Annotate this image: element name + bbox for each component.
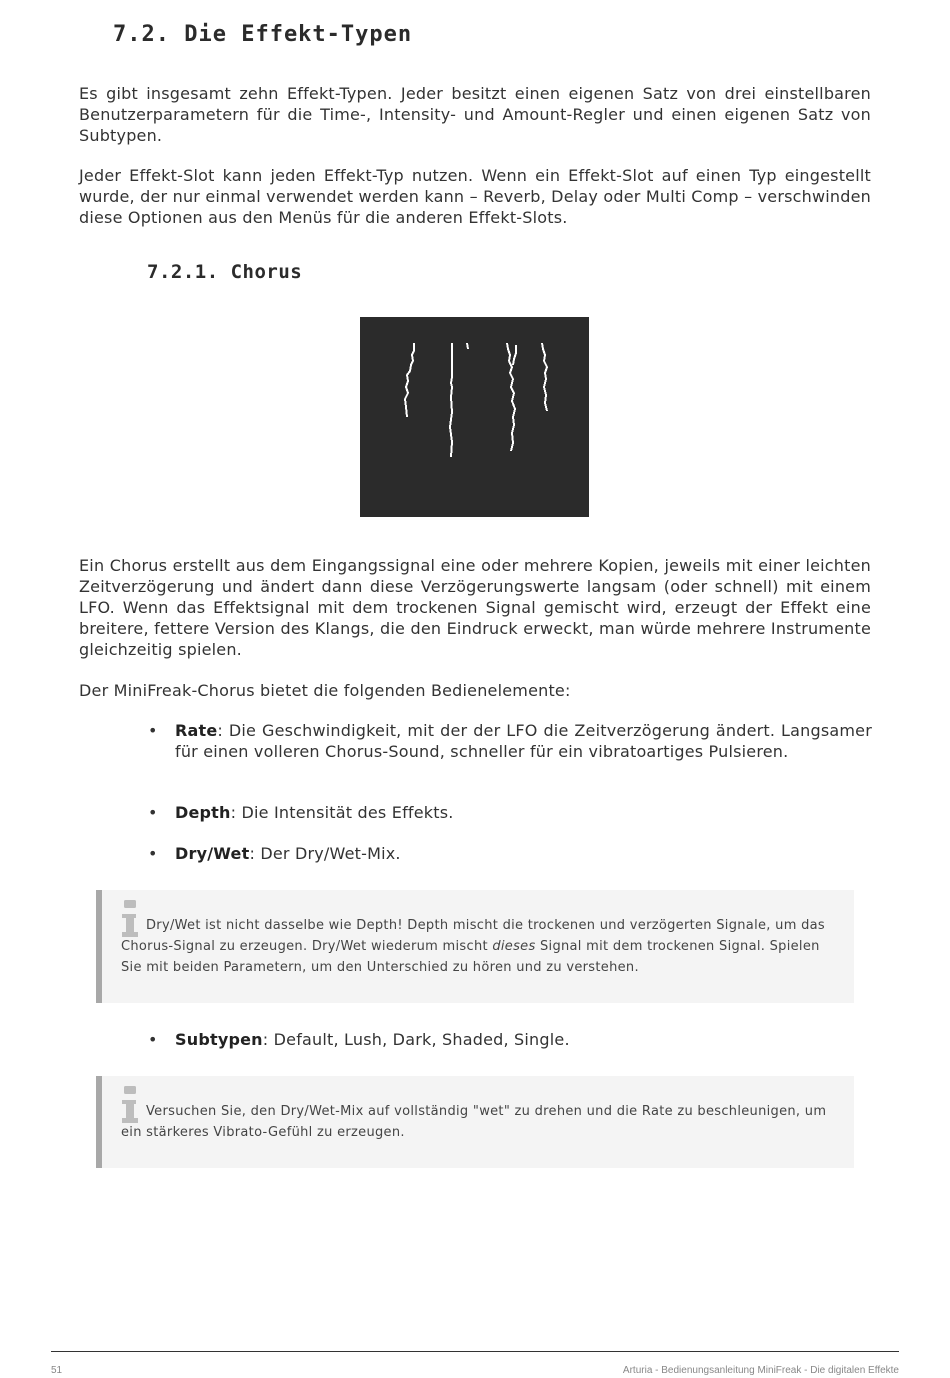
subsection-heading: 7.2.1. Chorus (147, 261, 303, 283)
note-emphasis: dieses (492, 939, 536, 954)
note-text-part: Dry/Wet ist nicht dasselbe wie Depth! Depth mischt die trockenen und verzögerten Signale, um das Chorus-Signal zu erzeugen. Dry/Wet wiederum mischt (121, 918, 825, 954)
page-number: 51 (51, 1365, 63, 1376)
bullet-icon: • (148, 1030, 158, 1049)
desc-rate: : Die Geschwindigkeit, mit der der LFO die Zeitverzögerung ändert. Langsamer für einen volleren Chorus-Sound, schneller für ein vibratoartiges Pulsieren. (175, 721, 872, 761)
chorus-description: Ein Chorus erstellt aus dem Eingangssignal eine oder mehrere Kopien, jeweils mit einer leichten Zeitverzögerung und ändert dann diese Verzögerungswerte langsam (oder schnell) mit einem LFO. Wenn das Effektsignal mit dem trockenen Signal gemischt wird, erzeugt der Effekt eine breitere, fettere Version des Klangs, die den Eindruck erweckt, man würde mehrere Instrumente gleichzeitig spielen. (79, 556, 871, 659)
footer-divider (51, 1351, 899, 1352)
bullet-icon: • (148, 844, 158, 863)
chorus-display-image (360, 317, 589, 517)
list-item-depth (148, 802, 872, 824)
desc-dry-wet: : Der Dry/Wet-Mix. (249, 844, 401, 863)
list-item-subtypes (148, 1029, 872, 1051)
term-subtypes: Subtypen (175, 1030, 263, 1049)
list-item-rate (148, 720, 872, 786)
info-note-2 (96, 1076, 854, 1168)
footer-title: Arturia - Bedienungsanleitung MiniFreak - Die digitalen Effekte (622, 1365, 899, 1376)
intro-paragraph-1: Es gibt insgesamt zehn Effekt-Typen. Jeder besitzt einen eigenen Satz von drei einstellbaren Benutzerparametern für die Time-, Intensity- und Amount-Regler und einen eigenen Satz von Subtypen. (79, 84, 871, 145)
section-heading: 7.2. Die Effekt-Typen (113, 22, 413, 47)
term-dry-wet: Dry/Wet (175, 844, 250, 863)
bullet-icon: • (148, 721, 158, 740)
list-item-dry-wet (148, 843, 872, 865)
desc-subtypes: : Default, Lush, Dark, Shaded, Single. (262, 1030, 570, 1049)
info-note-1 (96, 890, 854, 1003)
controls-intro: Der MiniFreak-Chorus bietet die folgenden Bedienelemente: (79, 681, 571, 700)
note-text-part: Signal mit dem trockenen Signal. Spielen Sie mit beiden Parametern, um den Unterschied zu hören und zu verstehen. (121, 939, 820, 975)
desc-depth: : Die Intensität des Effekts. (230, 803, 454, 822)
bullet-icon: • (148, 803, 158, 822)
info-note-2-text: Versuchen Sie, den Dry/Wet-Mix auf vollständig "wet" zu drehen und die Rate zu beschleunigen, um ein stärkeres Vibrato-Gefühl zu erzeugen. (121, 1104, 827, 1140)
info-note-1-text (121, 915, 840, 978)
intro-paragraph-2: Jeder Effekt-Slot kann jeden Effekt-Typ nutzen. Wenn ein Effekt-Slot auf einen Typ eingestellt wurde, der nur einmal verwendet werden kann – Reverb, Delay oder Multi Comp – verschwinden diese Optionen aus den Menüs für die anderen Effekt-Slots. (79, 166, 871, 227)
term-depth: Depth (175, 803, 231, 822)
chorus-display-icon (360, 317, 589, 517)
term-rate: Rate (175, 721, 218, 740)
